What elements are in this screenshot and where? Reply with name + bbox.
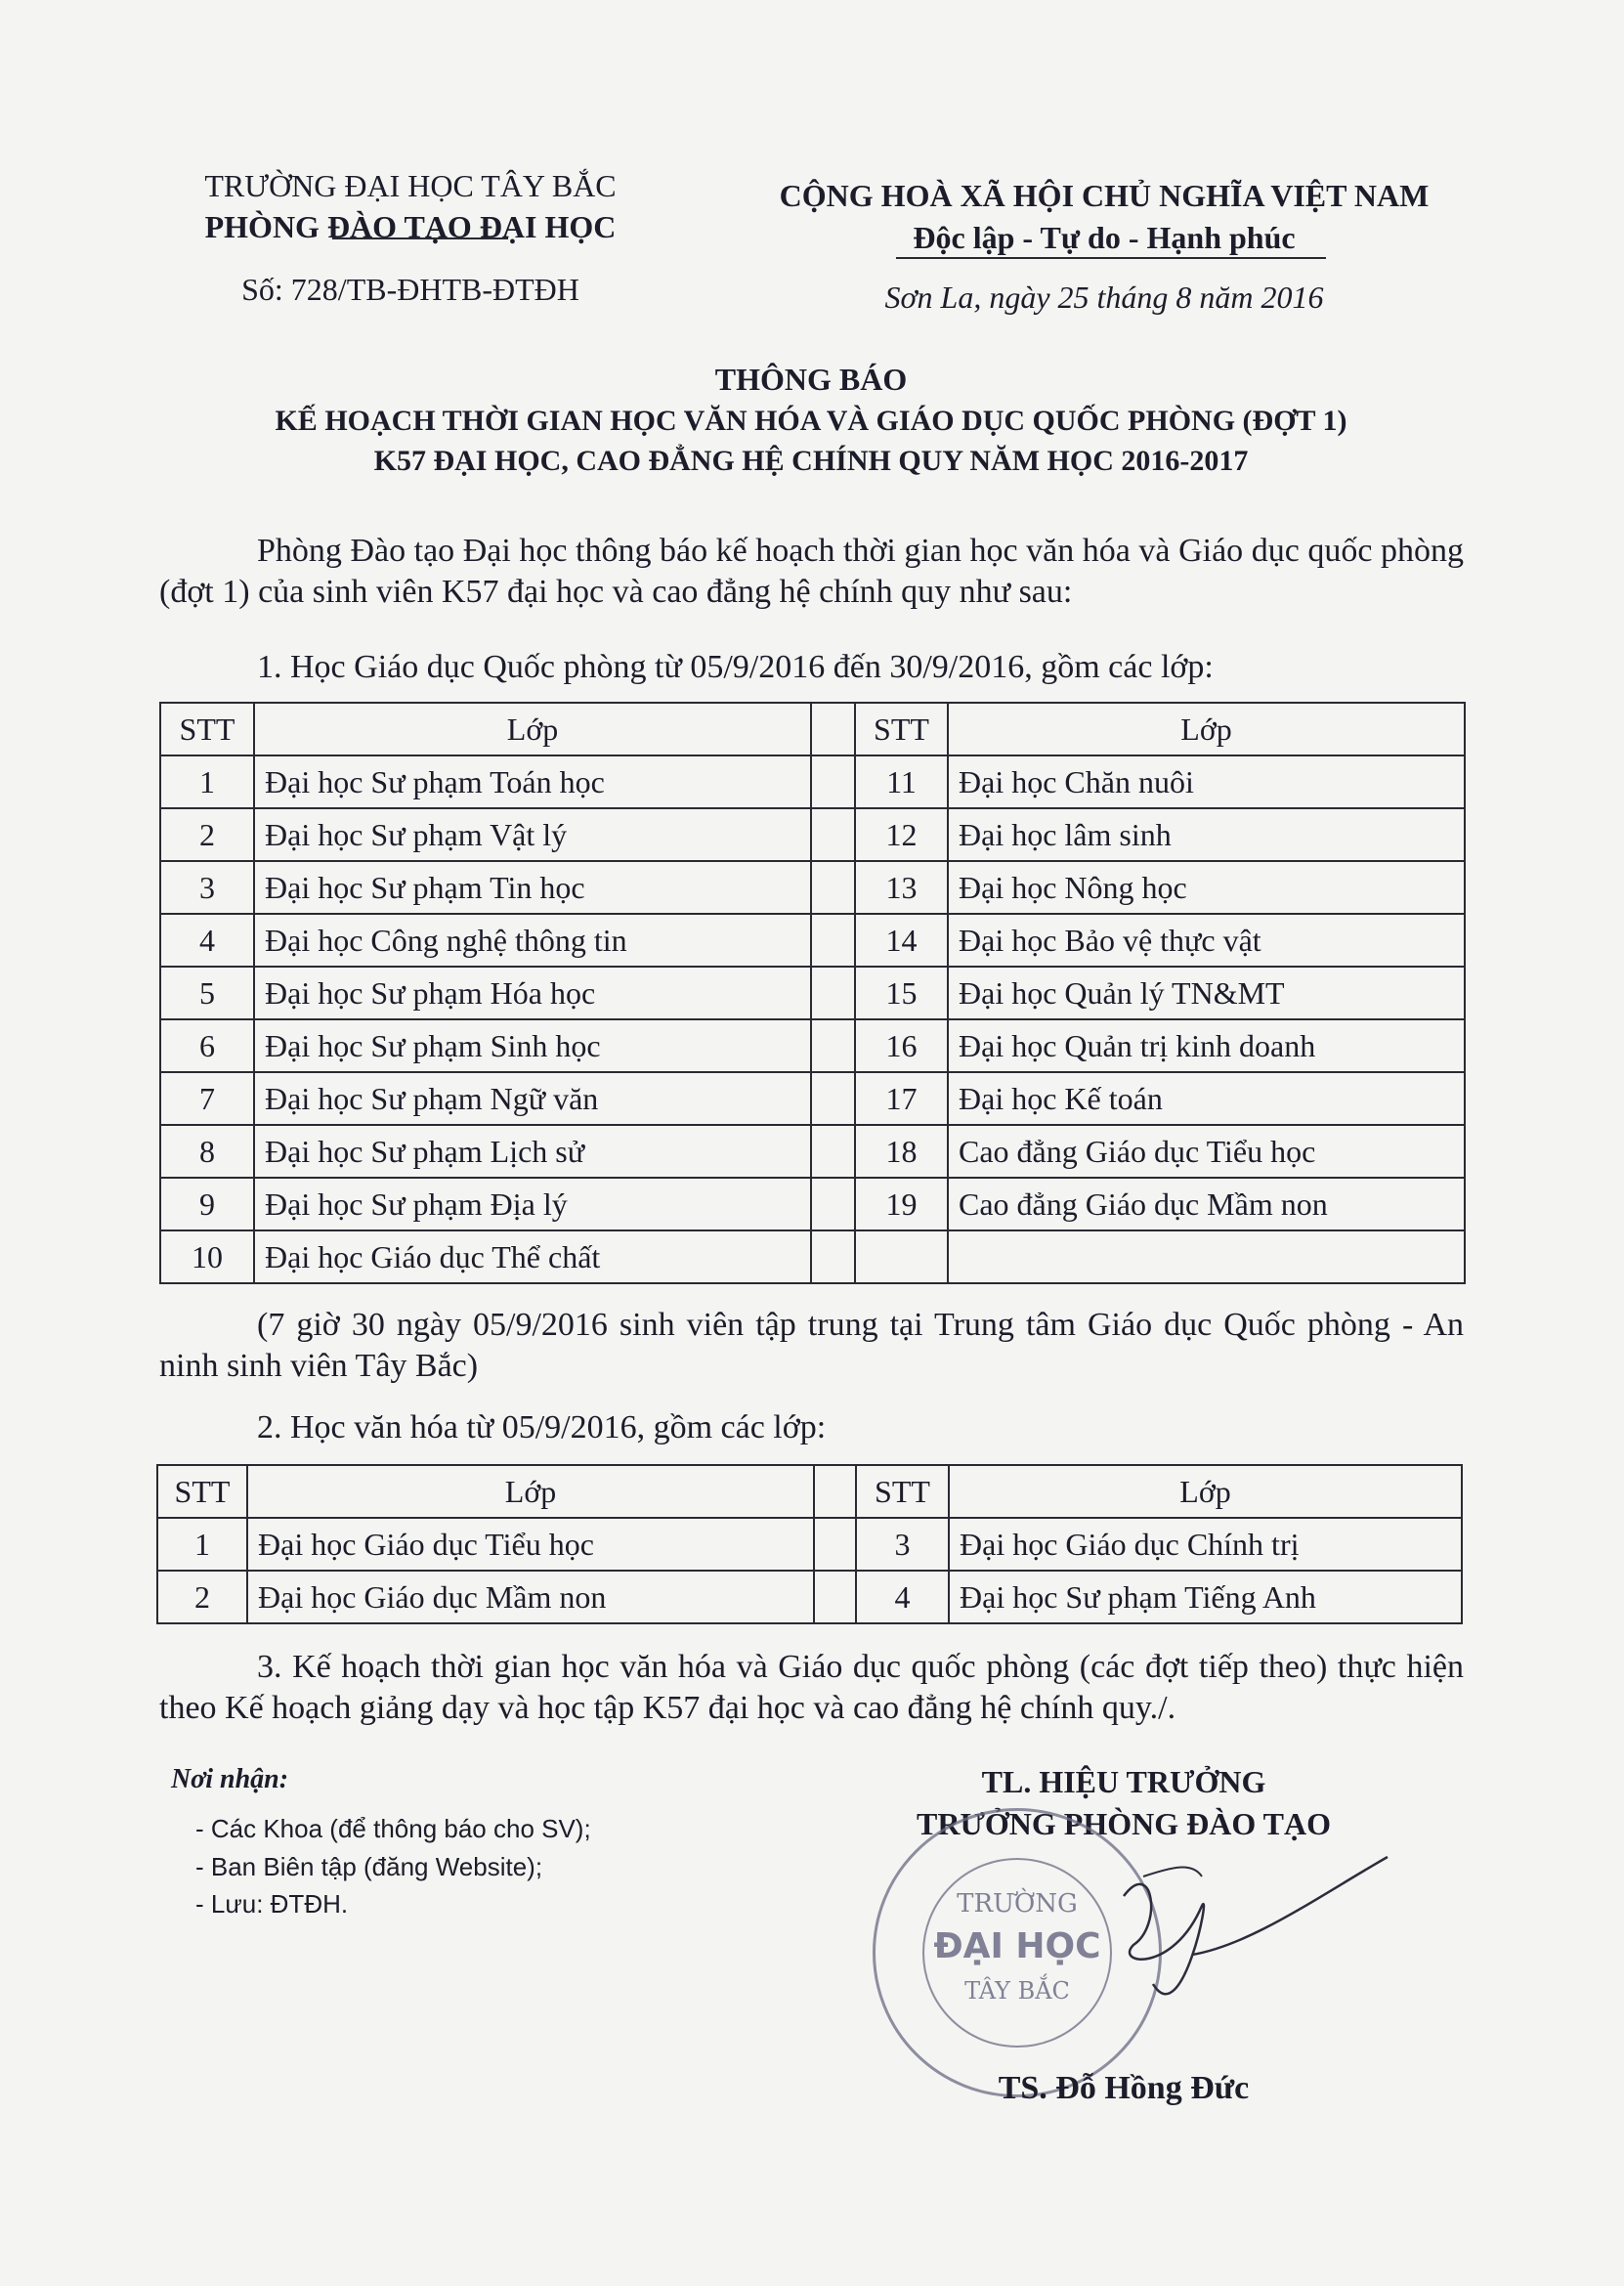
table-row (160, 914, 1465, 967)
col-lop-header: Lớp (949, 1465, 1462, 1518)
table-row (160, 1178, 1465, 1230)
table-row (160, 1019, 1465, 1072)
col-stt-header: STT (160, 703, 254, 755)
handwritten-signature (1094, 1837, 1407, 2033)
class-name-cell: Đại học Sư phạm Vật lý (254, 808, 811, 861)
stt-cell: 11 (855, 755, 948, 808)
seal-text: ĐẠI HỌC (933, 1926, 1101, 1966)
col-stt-header: STT (855, 703, 948, 755)
stt-cell: 6 (160, 1019, 254, 1072)
notice-subtitle: KẾ HOẠCH THỜI GIAN HỌC VĂN HÓA VÀ GIÁO DỤC QUỐC PHÒNG (ĐỢT 1) (275, 405, 1347, 437)
seal-text: TÂY BẮC (964, 1977, 1070, 2005)
class-name-cell: Đại học lâm sinh (948, 808, 1465, 861)
document-number: Số: 728/TB-ĐHTB-ĐTĐH (241, 272, 579, 307)
intro-paragraph: Phòng Đào tạo Đại học thông báo kế hoạch thời gian học văn hóa và Giáo dục quốc phòng (đợt 1) của sinh viên K57 đại học và cao đẳng hệ chính quy như sau: (159, 533, 1464, 610)
class-name-cell: Đại học Giáo dục Tiểu học (247, 1518, 814, 1571)
class-name-cell: Cao đẳng Giáo dục Tiểu học (948, 1125, 1465, 1178)
class-name-cell: Cao đẳng Giáo dục Mầm non (948, 1178, 1465, 1230)
table-row (160, 967, 1465, 1019)
col-lop-header: Lớp (254, 703, 811, 755)
stt-cell: 3 (856, 1518, 949, 1571)
table-row (160, 808, 1465, 861)
class-name-cell: Đại học Sư phạm Ngữ văn (254, 1072, 811, 1125)
spacer-cell (811, 1178, 855, 1230)
spacer-cell (811, 703, 855, 755)
class-name-cell: Đại học Bảo vệ thực vật (948, 914, 1465, 967)
spacer-cell (811, 755, 855, 808)
notice-title: THÔNG BÁO (714, 362, 908, 397)
spacer-cell (814, 1571, 856, 1623)
table-row (157, 1518, 1462, 1571)
section3-paragraph: 3. Kế hoạch thời gian học văn hóa và Giáo dục quốc phòng (các đợt tiếp theo) thực hiện theo Kế hoạch giảng dạy và học tập K57 đại học và cao đẳng hệ chính quy./. (159, 1649, 1464, 1726)
section1-heading: 1. Học Giáo dục Quốc phòng từ 05/9/2016 đến 30/9/2016, gồm các lớp: (257, 649, 1214, 685)
spacer-cell (811, 914, 855, 967)
stt-cell: 16 (855, 1019, 948, 1072)
spacer-cell (814, 1518, 856, 1571)
table-row (160, 755, 1465, 808)
class-name-cell: Đại học Quản lý TN&MT (948, 967, 1465, 1019)
class-name-cell: Đại học Giáo dục Mầm non (247, 1571, 814, 1623)
department-underline (332, 237, 508, 239)
class-name-cell: Đại học Sư phạm Địa lý (254, 1178, 811, 1230)
gathering-note: (7 giờ 30 ngày 05/9/2016 sinh viên tập trung tại Trung tâm Giáo dục Quốc phòng - An ninh sinh viên Tây Bắc) (159, 1307, 1464, 1384)
stt-cell: 19 (855, 1178, 948, 1230)
stt-cell: 9 (160, 1178, 254, 1230)
col-lop-header: Lớp (247, 1465, 814, 1518)
class-name-cell: Đại học Giáo dục Chính trị (949, 1518, 1462, 1571)
signature-title: TRƯỞNG PHÒNG ĐÀO TẠO (916, 1806, 1331, 1841)
recipient-item: - Ban Biên tập (đăng Website); (195, 1852, 543, 1881)
class-name-cell: Đại học Công nghệ thông tin (254, 914, 811, 967)
spacer-cell (814, 1465, 856, 1518)
stt-cell: 4 (160, 914, 254, 967)
spacer-cell (811, 1230, 855, 1283)
stt-cell: 13 (855, 861, 948, 914)
recipients-title: Nơi nhận: (171, 1764, 289, 1794)
stt-cell: 1 (157, 1518, 247, 1571)
spacer-cell (811, 1072, 855, 1125)
recipient-item: - Lưu: ĐTĐH. (195, 1889, 349, 1919)
spacer-cell (811, 1019, 855, 1072)
spacer-cell (811, 808, 855, 861)
col-lop-header: Lớp (948, 703, 1465, 755)
spacer-cell (811, 967, 855, 1019)
stt-cell: 18 (855, 1125, 948, 1178)
class-name-cell: Đại học Sư phạm Sinh học (254, 1019, 811, 1072)
class-name-cell: Đại học Sư phạm Lịch sử (254, 1125, 811, 1178)
table-row (160, 861, 1465, 914)
class-name-cell: Đại học Chăn nuôi (948, 755, 1465, 808)
spacer-cell (811, 861, 855, 914)
notice-subtitle-2: K57 ĐẠI HỌC, CAO ĐẲNG HỆ CHÍNH QUY NĂM HỌC 2016-2017 (373, 445, 1249, 477)
stt-cell: 15 (855, 967, 948, 1019)
gdqp-class-table (159, 702, 1466, 1284)
table-row (160, 1125, 1465, 1178)
stt-cell: 4 (856, 1571, 949, 1623)
culture-class-table (156, 1464, 1463, 1624)
table-row (160, 1230, 1465, 1283)
signature-authority: TL. HIỆU TRƯỞNG (981, 1764, 1266, 1799)
col-stt-header: STT (157, 1465, 247, 1518)
class-name-cell: Đại học Nông học (948, 861, 1465, 914)
table-row (160, 1072, 1465, 1125)
class-name-cell: Đại học Sư phạm Hóa học (254, 967, 811, 1019)
recipient-item: - Các Khoa (để thông báo cho SV); (195, 1814, 591, 1843)
class-name-cell: Đại học Sư phạm Tiếng Anh (949, 1571, 1462, 1623)
stt-cell (855, 1230, 948, 1283)
stt-cell: 10 (160, 1230, 254, 1283)
stt-cell: 14 (855, 914, 948, 967)
stt-cell: 12 (855, 808, 948, 861)
class-name-cell: Đại học Sư phạm Tin học (254, 861, 811, 914)
motto: Độc lập - Tự do - Hạnh phúc (913, 220, 1296, 255)
stt-cell: 8 (160, 1125, 254, 1178)
table-header-row (157, 1465, 1462, 1518)
motto-underline (896, 257, 1326, 259)
table-header-row (160, 703, 1465, 755)
class-name-cell: Đại học Sư phạm Toán học (254, 755, 811, 808)
seal-text: TRƯỜNG (957, 1889, 1078, 1919)
republic-name: CỘNG HOÀ XÃ HỘI CHỦ NGHĨA VIỆT NAM (779, 178, 1430, 213)
stt-cell: 5 (160, 967, 254, 1019)
spacer-cell (811, 1125, 855, 1178)
document-date: Sơn La, ngày 25 tháng 8 năm 2016 (884, 280, 1324, 315)
stt-cell: 2 (157, 1571, 247, 1623)
department-name: PHÒNG ĐÀO TẠO ĐẠI HỌC (204, 209, 617, 244)
stt-cell: 3 (160, 861, 254, 914)
class-name-cell: Đại học Giáo dục Thể chất (254, 1230, 811, 1283)
signer-name: TS. Đỗ Hồng Đức (998, 2070, 1250, 2106)
class-name-cell: Đại học Kế toán (948, 1072, 1465, 1125)
table-row (157, 1571, 1462, 1623)
section2-heading: 2. Học văn hóa từ 05/9/2016, gồm các lớp: (257, 1409, 827, 1445)
stt-cell: 7 (160, 1072, 254, 1125)
class-name-cell (948, 1230, 1465, 1283)
class-name-cell: Đại học Quản trị kinh doanh (948, 1019, 1465, 1072)
stt-cell: 1 (160, 755, 254, 808)
stt-cell: 17 (855, 1072, 948, 1125)
school-name: TRƯỜNG ĐẠI HỌC TÂY BẮC (204, 168, 617, 203)
stt-cell: 2 (160, 808, 254, 861)
col-stt-header: STT (856, 1465, 949, 1518)
